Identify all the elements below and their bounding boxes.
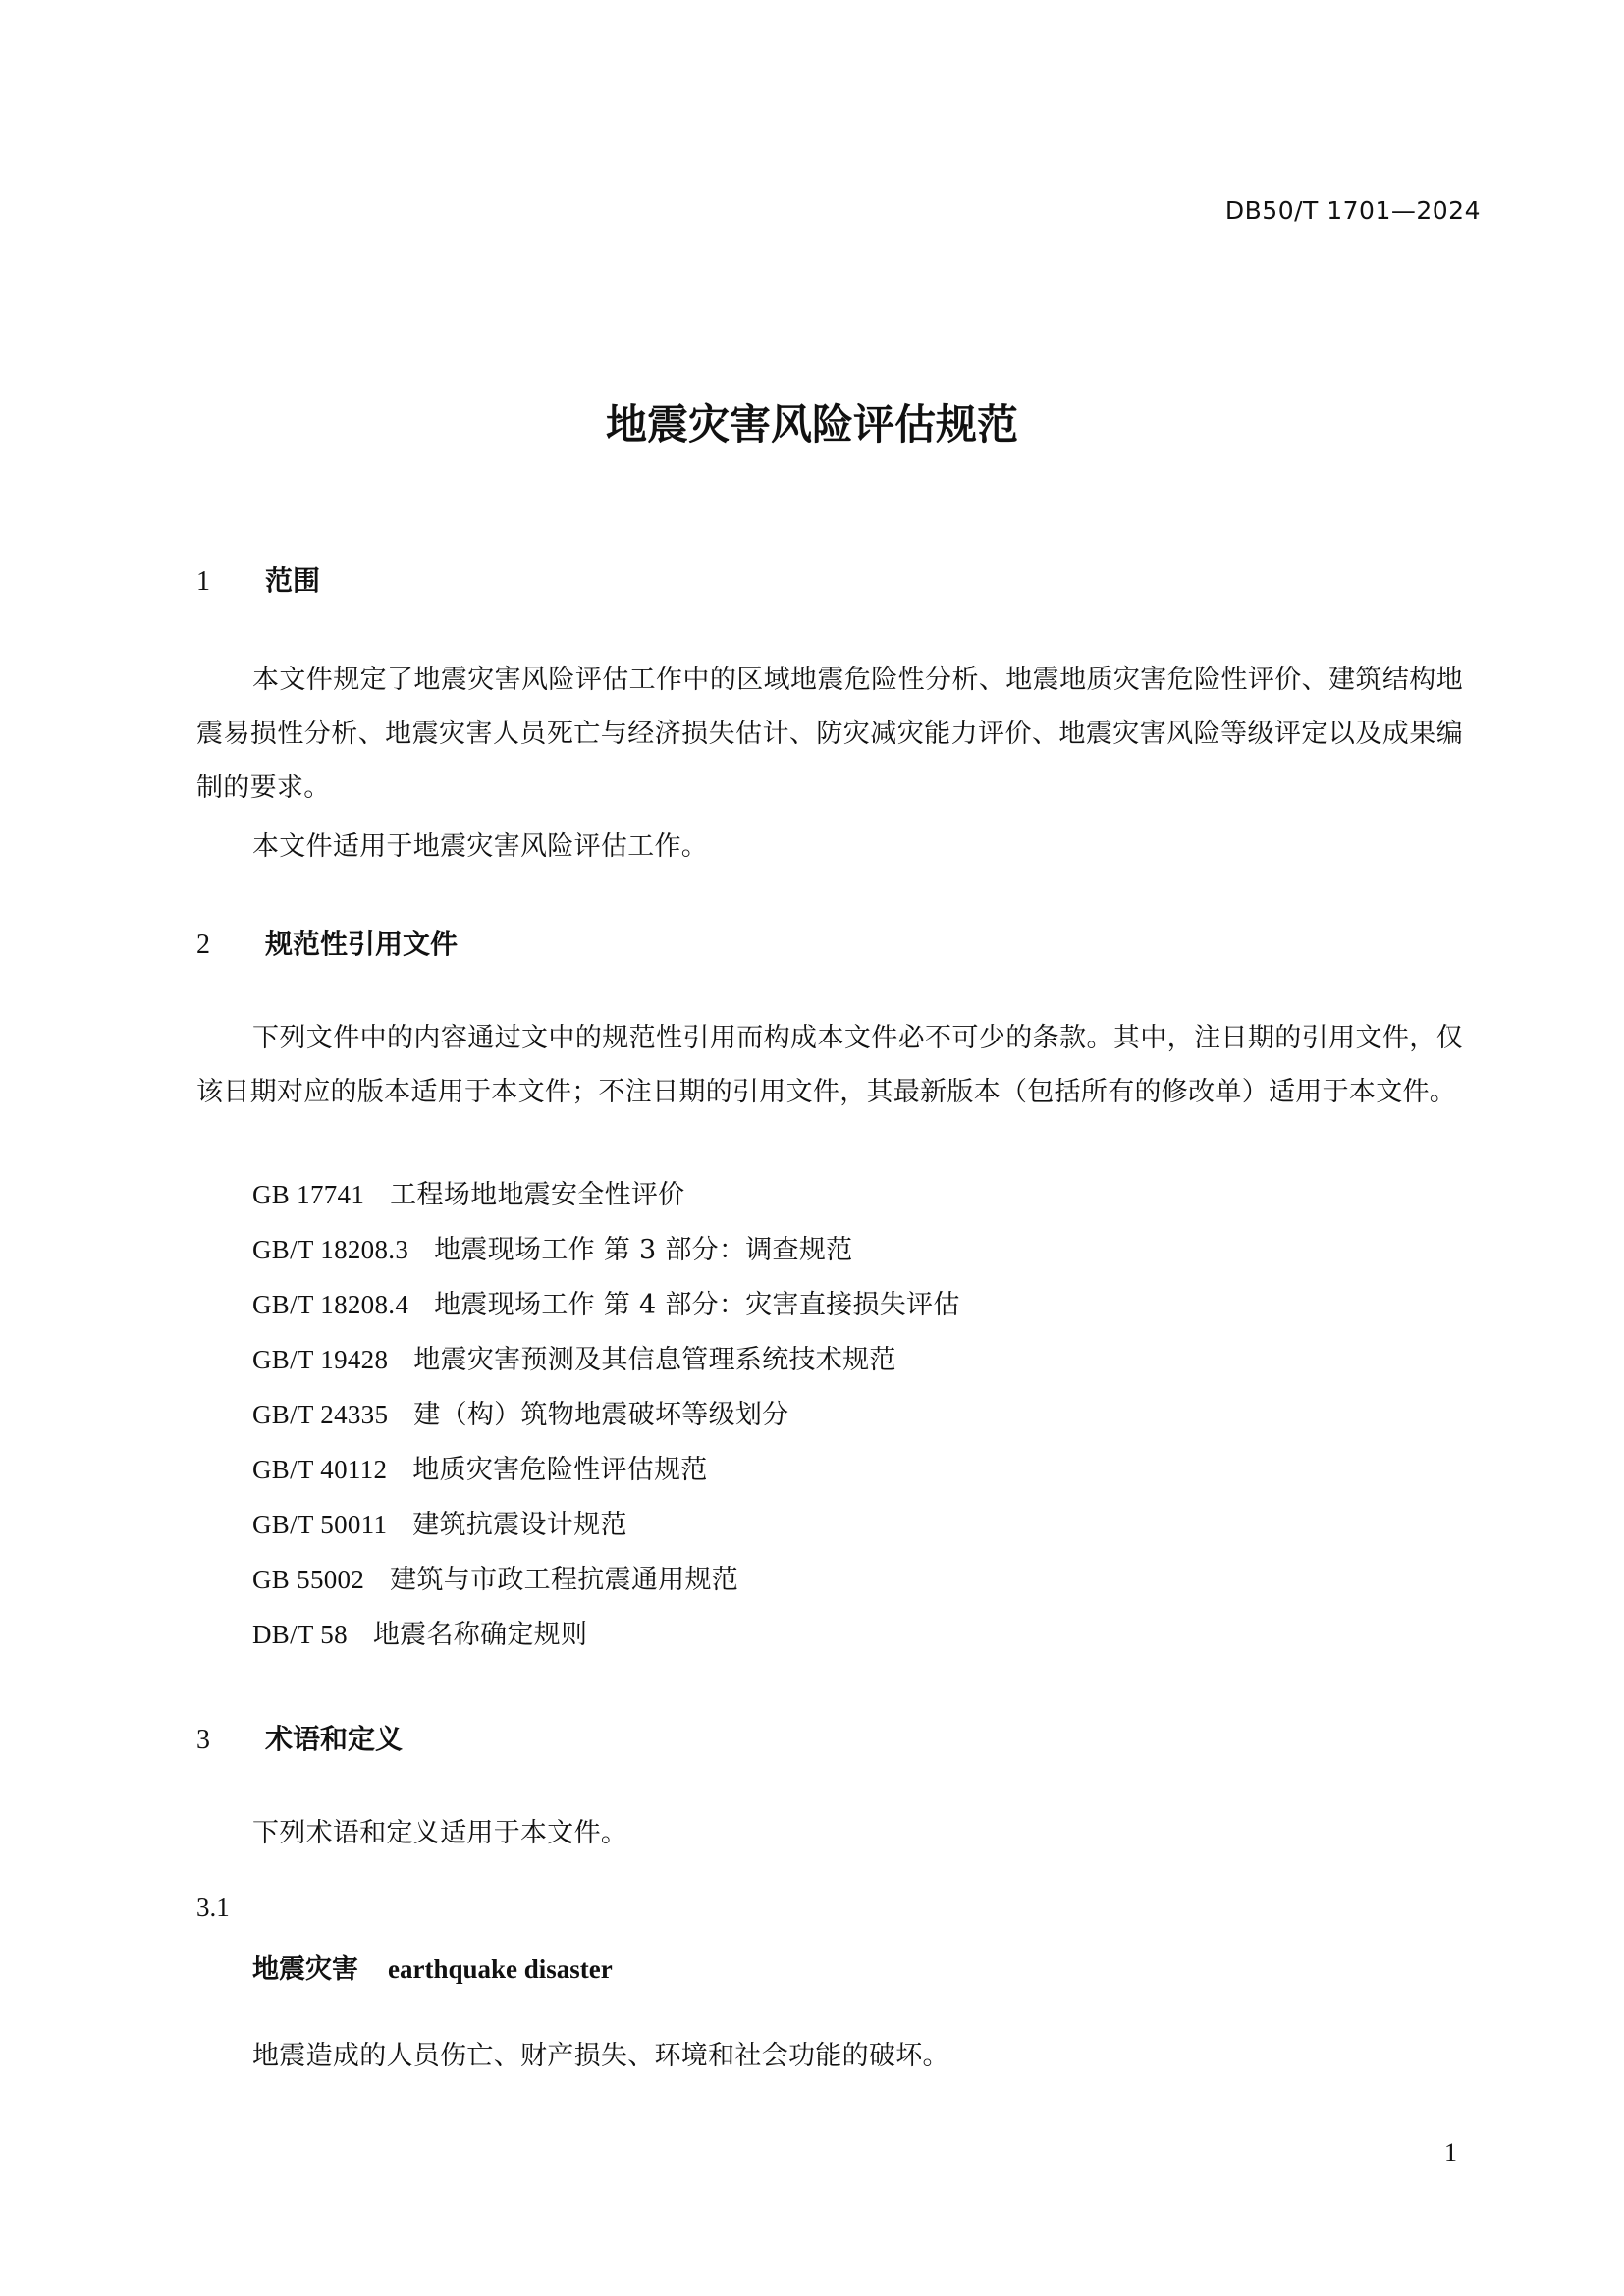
reference-item <box>252 1338 960 1393</box>
reference-code: GB/T 19428 <box>252 1345 389 1374</box>
document-number: DB50/T 1701—2024 <box>1224 196 1481 225</box>
section-3-number: 3 <box>196 1725 210 1755</box>
page-title: 地震灾害风险评估规范 <box>605 400 1018 449</box>
term-name-en: earthquake disaster <box>388 1954 613 1984</box>
reference-title: 地质灾害危险性评估规范 <box>412 1455 708 1485</box>
term-name <box>252 1948 613 1986</box>
reference-code: GB/T 18208.4 <box>252 1290 409 1319</box>
reference-code: DB/T 58 <box>252 1620 348 1649</box>
reference-title: 地震现场工作 第 3 部分：调查规范 <box>434 1235 853 1265</box>
reference-item <box>252 1448 960 1503</box>
reference-item <box>252 1393 960 1448</box>
reference-item <box>252 1558 960 1613</box>
section-1-paragraph-scope: 本文件规定了地震灾害风险评估工作中的区域地震危险性分析、地震地质灾害危险性评价、建筑结构地震易损性分析、地震灾害人员死亡与经济损失估计、防灾减灾能力评价、地震灾害风险等级评定以及成果编制的要求。 <box>196 665 1463 803</box>
reference-item <box>252 1503 960 1558</box>
section-2-heading <box>196 923 458 962</box>
term-definition: 地震造成的人员伤亡、财产损失、环境和社会功能的破坏。 <box>252 2041 949 2071</box>
section-1-paragraph-applicability: 本文件适用于地震灾害风险评估工作。 <box>252 831 709 862</box>
reference-title: 建（构）筑物地震破坏等级划分 <box>413 1400 789 1430</box>
term-number: 3.1 <box>196 1893 230 1922</box>
reference-title: 建筑与市政工程抗震通用规范 <box>390 1565 739 1595</box>
reference-code: GB/T 50011 <box>252 1510 388 1539</box>
reference-title: 工程场地地震安全性评价 <box>390 1180 685 1210</box>
section-1-heading <box>196 560 320 599</box>
reference-item <box>252 1173 960 1228</box>
reference-code: GB 17741 <box>252 1180 365 1209</box>
reference-code: GB/T 24335 <box>252 1400 389 1429</box>
section-2-title: 规范性引用文件 <box>265 928 459 960</box>
section-1-title: 范围 <box>265 564 321 597</box>
section-3-title: 术语和定义 <box>265 1723 404 1755</box>
reference-item <box>252 1228 960 1283</box>
section-2-number: 2 <box>196 930 210 960</box>
reference-item <box>252 1283 960 1338</box>
reference-item <box>252 1613 960 1668</box>
reference-title: 建筑抗震设计规范 <box>412 1510 627 1540</box>
reference-title: 地震名称确定规则 <box>372 1620 588 1650</box>
page-number: 1 <box>1444 2138 1457 2166</box>
section-1-number: 1 <box>196 566 210 597</box>
section-3-heading <box>196 1718 403 1757</box>
normative-references-list <box>252 1173 960 1668</box>
reference-code: GB/T 18208.3 <box>252 1235 409 1264</box>
section-2-intro-paragraph: 下列文件中的内容通过文中的规范性引用而构成本文件必不可少的条款。其中，注日期的引用文件，仅该日期对应的版本适用于本文件；不注日期的引用文件，其最新版本（包括所有的修改单）适用于本文件。 <box>196 1023 1463 1107</box>
section-3-intro-paragraph: 下列术语和定义适用于本文件。 <box>252 1818 628 1848</box>
term-name-zh: 地震灾害 <box>252 1954 358 1985</box>
reference-code: GB/T 40112 <box>252 1455 388 1484</box>
reference-title: 地震现场工作 第 4 部分：灾害直接损失评估 <box>434 1290 960 1320</box>
reference-title: 地震灾害预测及其信息管理系统技术规范 <box>413 1345 896 1375</box>
reference-code: GB 55002 <box>252 1565 365 1594</box>
